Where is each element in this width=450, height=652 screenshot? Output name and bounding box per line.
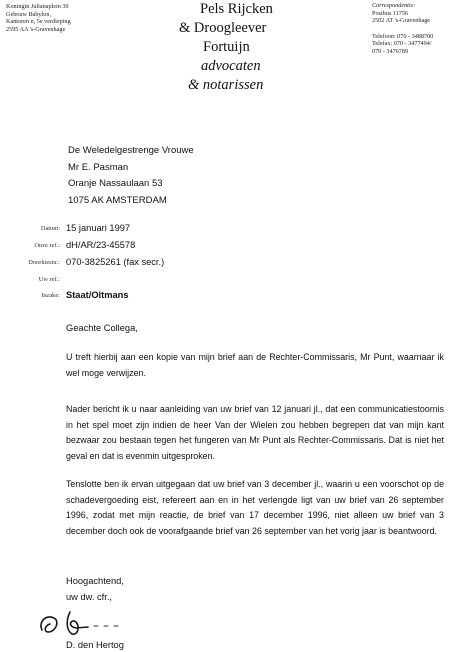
firm-tagline: & notarissen: [188, 77, 264, 93]
ref-label: Datum:: [40, 225, 60, 232]
body-paragraph: U treft hierbij aan een kopie van mijn brief aan de Rechter-Commissaris, Mr Punt, waarnaar ik wel moge verwijzen.: [66, 352, 444, 378]
ref-label: Onze ref.:: [34, 242, 60, 249]
correspondence-label: Correspondentie:: [372, 2, 416, 9]
firm-name-logo: [178, 0, 328, 95]
ref-value: 070-3825261 (fax secr.): [66, 257, 165, 267]
handwritten-signature: [36, 608, 146, 642]
body-paragraph: Tenslotte ben ik ervan uitgegaan dat uw brief van 3 december jl., waarin u een voorschot op de schadevergoeding eist, refereert aan en in het verlengde ligt van uw brief van 26 september 1996, zodat met mijn reactie, de brief van 17 december 1996, niet alleen uw brief van 3 december doch ook de voorafgaande brief van 26 september van het vorig jaar is beantwoord.: [66, 479, 444, 536]
ref-subject: [0, 290, 450, 304]
correspondence-address: [372, 2, 450, 56]
office-address-line: 2595 AA 's-Gravenhage: [6, 25, 66, 33]
recipient-address: [68, 143, 194, 209]
ref-our-reference: [0, 240, 450, 254]
recipient-salutation: De Weledelgestrenge Vrouwe: [68, 145, 194, 156]
body-paragraph: Nader bericht ik u naar aanleiding van uw brief van 12 januari jl., dat een communicatiestoornis in het spel moet zijn indien de heer Van der Wielen zou hebben begrepen dat van mijn kant bezwaar zou bestaan tegen het fungeren van Mr Punt als Rechter-Commissaris. Dat is niet het geval en dat is evenmin uitgesproken.: [66, 404, 444, 461]
office-address: [6, 3, 126, 33]
ref-direct-dial: [0, 257, 450, 271]
closing-subline: uw dw. cfr.,: [66, 591, 112, 602]
office-address-line: Gebouw Babylon,: [6, 10, 52, 18]
firm-name-line: Fortuijn: [203, 39, 250, 55]
ref-date: [0, 223, 450, 237]
ref-label: Doorkiesnr.:: [28, 259, 60, 266]
recipient-name: Mr E. Pasman: [68, 161, 129, 173]
firm-name-line: & Droogleever: [179, 20, 267, 36]
office-address-line: Kantoren n, 5e verdieping: [6, 18, 71, 26]
ref-value: 15 januari 1997: [66, 223, 131, 233]
letter-salutation: Geachte Collega,: [66, 323, 138, 333]
telefax: Telefax: 070 - 3477494/: [372, 40, 432, 48]
recipient-street: Oranje Nassaulaan 53: [68, 178, 163, 189]
firm-tagline: advocaten: [201, 58, 261, 74]
ref-label: Uw ref.:: [38, 276, 60, 283]
ref-your-reference: [0, 274, 450, 288]
closing-line: Hoogachtend,: [66, 576, 124, 586]
office-address-line: Koningin Julianaplein 30: [6, 3, 69, 10]
telephone: Telefoon: 070 - 3488700: [372, 32, 434, 40]
telefax-alt: 070 - 3476789: [372, 47, 409, 55]
signer-name: D. den Hertog: [66, 640, 124, 650]
postcode: 2502 AT 's-Gravenhage: [372, 17, 431, 25]
recipient-city: 1075 AK AMSTERDAM: [68, 194, 167, 206]
postbus: Postbus 11756: [372, 9, 409, 17]
letter-closing: [66, 574, 124, 605]
ref-value: dH/AR/23-45578: [66, 240, 136, 250]
ref-value: Staat/Oltmans: [66, 290, 129, 300]
ref-label: Inzake:: [41, 292, 60, 299]
firm-name-line: Pels Rijcken: [200, 1, 273, 17]
